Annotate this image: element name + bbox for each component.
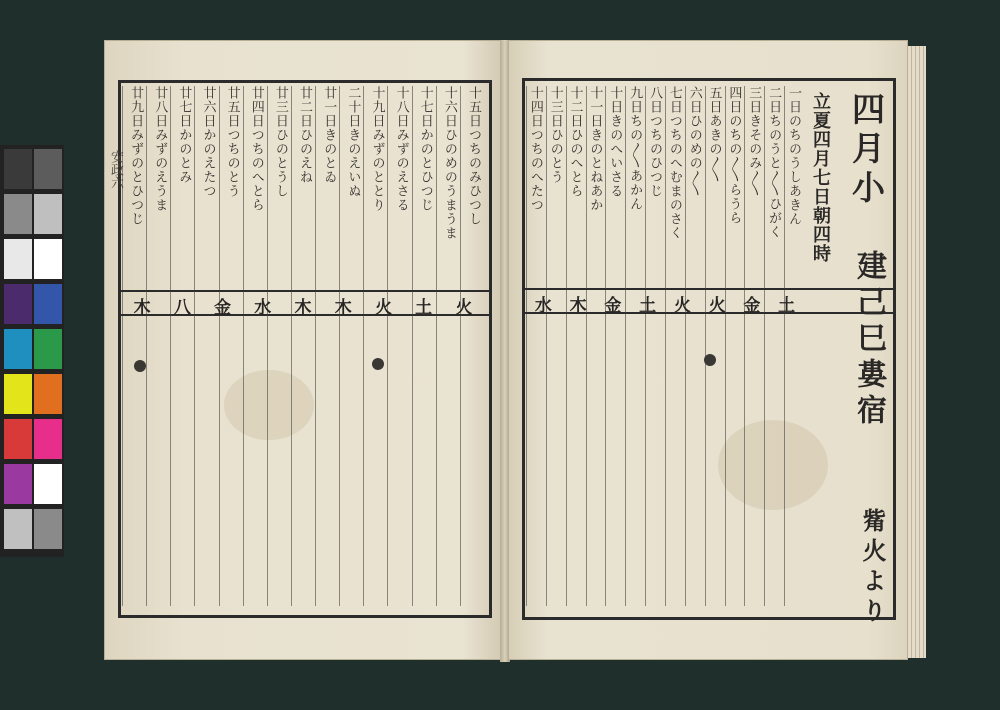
color-patch	[4, 329, 32, 369]
column-rule	[243, 86, 244, 606]
color-patch	[34, 194, 62, 234]
day-column: 二十日きのえいぬ	[345, 86, 361, 198]
column-rule	[526, 86, 527, 606]
element-label: 金	[743, 296, 761, 316]
dot-marker	[372, 358, 384, 370]
day-column: 廿八日みずのえうま	[152, 86, 168, 212]
color-patch	[34, 149, 62, 189]
element-label: 火	[708, 296, 726, 316]
column-rule	[665, 86, 666, 606]
color-patch	[4, 149, 32, 189]
column-rule	[291, 86, 292, 606]
sekki-label: 立夏四月七日朝四時	[810, 92, 831, 263]
column-rule	[267, 86, 268, 606]
page-edges	[908, 46, 926, 658]
column-rule	[645, 86, 646, 606]
day-column: 廿五日つちのとう	[224, 86, 240, 198]
day-column: 三日きそのみ〳〵	[746, 86, 762, 197]
element-label: 木	[569, 296, 587, 316]
day-column: 六日ひのめの〳〵	[686, 86, 702, 197]
column-rule	[219, 86, 220, 606]
element-label: 金	[214, 298, 232, 318]
column-rule	[605, 86, 606, 606]
month-title: 四月小	[847, 92, 886, 209]
column-rule	[315, 86, 316, 606]
element-label: 木	[334, 298, 352, 318]
column-rule	[784, 86, 785, 606]
day-column: 四日のちの〳〵らうら	[726, 86, 742, 225]
color-patch	[34, 239, 62, 279]
day-column: 廿二日ひのえね	[297, 86, 313, 184]
color-patch	[4, 509, 32, 549]
day-column: 十日きのへいさる	[607, 86, 623, 198]
element-label: 木	[133, 298, 151, 318]
month-subtitle: 建己巳婁宿	[851, 250, 886, 430]
left-margin-label: 安政六	[108, 150, 123, 189]
column-rule	[436, 86, 437, 606]
day-column: 廿四日つちのへとら	[248, 86, 264, 212]
day-column: 一日のちのうしあきん	[786, 86, 801, 226]
day-column: 十七日かのとひつじ	[417, 86, 433, 212]
column-rule	[339, 86, 340, 606]
day-column: 十六日ひのめのうまうま	[441, 86, 457, 240]
left-page	[104, 40, 502, 660]
column-rule	[566, 86, 567, 606]
column-rule	[685, 86, 686, 606]
element-label: 土	[639, 296, 657, 316]
element-label: 金	[604, 296, 622, 316]
color-patch	[4, 239, 32, 279]
day-column: 八日つちのひつじ	[647, 86, 662, 198]
column-rule	[194, 86, 195, 606]
color-patch	[4, 419, 32, 459]
color-patch	[34, 509, 62, 549]
element-label: 水	[534, 296, 552, 316]
column-rule	[170, 86, 171, 606]
element-label: 水	[254, 298, 272, 318]
column-rule	[764, 86, 765, 606]
day-column: 廿六日かのえたつ	[200, 86, 216, 198]
element-label: 土	[415, 298, 433, 318]
column-rule	[412, 86, 413, 606]
day-column: 五日あきの〳〵	[706, 86, 722, 183]
day-column: 十八日みずのえさる	[393, 86, 409, 212]
open-book	[104, 40, 926, 665]
color-patch	[34, 419, 62, 459]
day-column: 十三日ひのとう	[547, 86, 563, 184]
color-patch	[4, 194, 32, 234]
day-column: 十九日みずのととり	[369, 86, 385, 212]
column-rule	[363, 86, 364, 606]
column-rule	[625, 86, 626, 606]
element-label: 火	[673, 296, 691, 316]
column-rule	[586, 86, 587, 606]
day-column: 十四日つちのへたつ	[528, 86, 543, 212]
day-column: 十二日ひのへとら	[567, 86, 583, 198]
color-checker-card	[0, 145, 64, 557]
color-patch	[4, 284, 32, 324]
day-column: 廿七日かのとみ	[176, 86, 192, 184]
dot-marker	[134, 360, 146, 372]
day-column: 七日つちのへむまのさく	[667, 86, 682, 240]
day-column: 廿九日みずのとひつじ	[128, 86, 144, 226]
day-column: 十一日きのとねあか	[587, 86, 603, 212]
day-column: 廿三日ひのとうし	[272, 86, 288, 198]
color-patch	[34, 329, 62, 369]
dot-marker	[704, 354, 716, 366]
element-label: 土	[778, 296, 796, 316]
column-rule	[725, 86, 726, 606]
day-column: 二日ちのうと〳〵ひがく	[766, 86, 782, 239]
day-column: 廿一日きのとゐ	[321, 86, 337, 184]
fire-label: 觜火より	[858, 508, 887, 628]
element-label: 木	[294, 298, 312, 318]
element-label: 八	[173, 298, 191, 318]
column-rule	[387, 86, 388, 606]
element-label: 火	[374, 298, 392, 318]
element-label: 火	[455, 298, 473, 318]
column-rule	[546, 86, 547, 606]
column-rule	[146, 86, 147, 606]
color-patch	[34, 284, 62, 324]
color-patch	[34, 374, 62, 414]
column-rule	[460, 86, 461, 606]
color-patch	[4, 464, 32, 504]
column-rule	[705, 86, 706, 606]
right-page	[508, 40, 908, 660]
day-column: 十五日つちのみひつし	[465, 86, 481, 226]
color-patch	[4, 374, 32, 414]
column-rule	[744, 86, 745, 606]
day-column: 九日ちの〳〵あかん	[627, 86, 643, 211]
color-patch	[34, 464, 62, 504]
